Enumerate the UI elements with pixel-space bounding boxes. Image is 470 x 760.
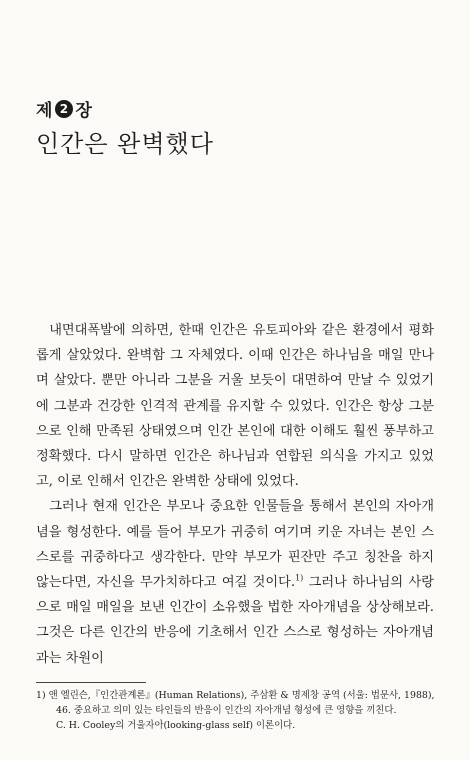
- footnote-reference: 1): [295, 573, 304, 583]
- footnote-line: 46. 중요하고 의미 있는 타인들의 반응이 인간의 자아개념 형성에 큰 영향을 끼친다.: [56, 705, 397, 716]
- paragraph-text: 그러나 현재 인간은 부모나 중요한 인물들을 통해서 본인의 자아개념을 형성한다. 예를 들어 부모가 귀중히 여기며 키운 자녀는 본인 스스로를 귀중하다고 생각한다. 만약 부모가 핀잔만 주고 칭찬을 하지 않는다면, 자신을 무가치하다고 여길 것이다.: [36, 499, 434, 591]
- footnote-divider: [36, 682, 146, 683]
- paragraph-text: 그러나 하나님의 사랑으로 매일 매일을 보낸 인간이 소유했을 법한 자아개념을 상상해보라. 그것은 다른 인간의 반응에 기초해서 인간 스스로 형성하는 자아개념과는 차원이: [36, 575, 434, 666]
- footnote: [36, 688, 436, 733]
- chapter-suffix: 장: [75, 101, 93, 121]
- body-text: [36, 318, 434, 671]
- chapter-title: 인간은 완벽했다: [36, 130, 214, 158]
- footnote-line: C. H. Cooley의 거울자아(looking-glass self) 이론이다.: [56, 720, 296, 731]
- paragraph: [36, 494, 434, 670]
- chapter-label: [36, 96, 93, 121]
- chapter-number-badge: 2: [55, 100, 73, 118]
- footnote-line: 1) 앤 엘린슨,『인간관계론』(Human Relations), 주삼환 & 명제창 공역 (서울: 법문사, 1988),: [36, 690, 435, 701]
- chapter-prefix: 제: [36, 101, 54, 121]
- paragraph: 내면대폭발에 의하면, 한때 인간은 유토피아와 같은 환경에서 평화롭게 살았었다. 완벽함 그 자체였다. 이때 인간은 하나님을 매일 만나며 살았다. 뿐만 아니라 그분을 거울 보듯이 대면하여 만날 수 있었기에 그분과 건강한 인격적 관계를 유지할 수 있었다. 인간은 항상 그분으로 인해 만족된 상태였으며 인간 본인에 대한 이해도 훨씬 풍부하고 정확했다. 다시 말하면 인간은 하나님과 연합된 의식을 가지고 있었고, 이로 인해서 인간은 완벽한 상태에 있었다.: [36, 323, 434, 490]
